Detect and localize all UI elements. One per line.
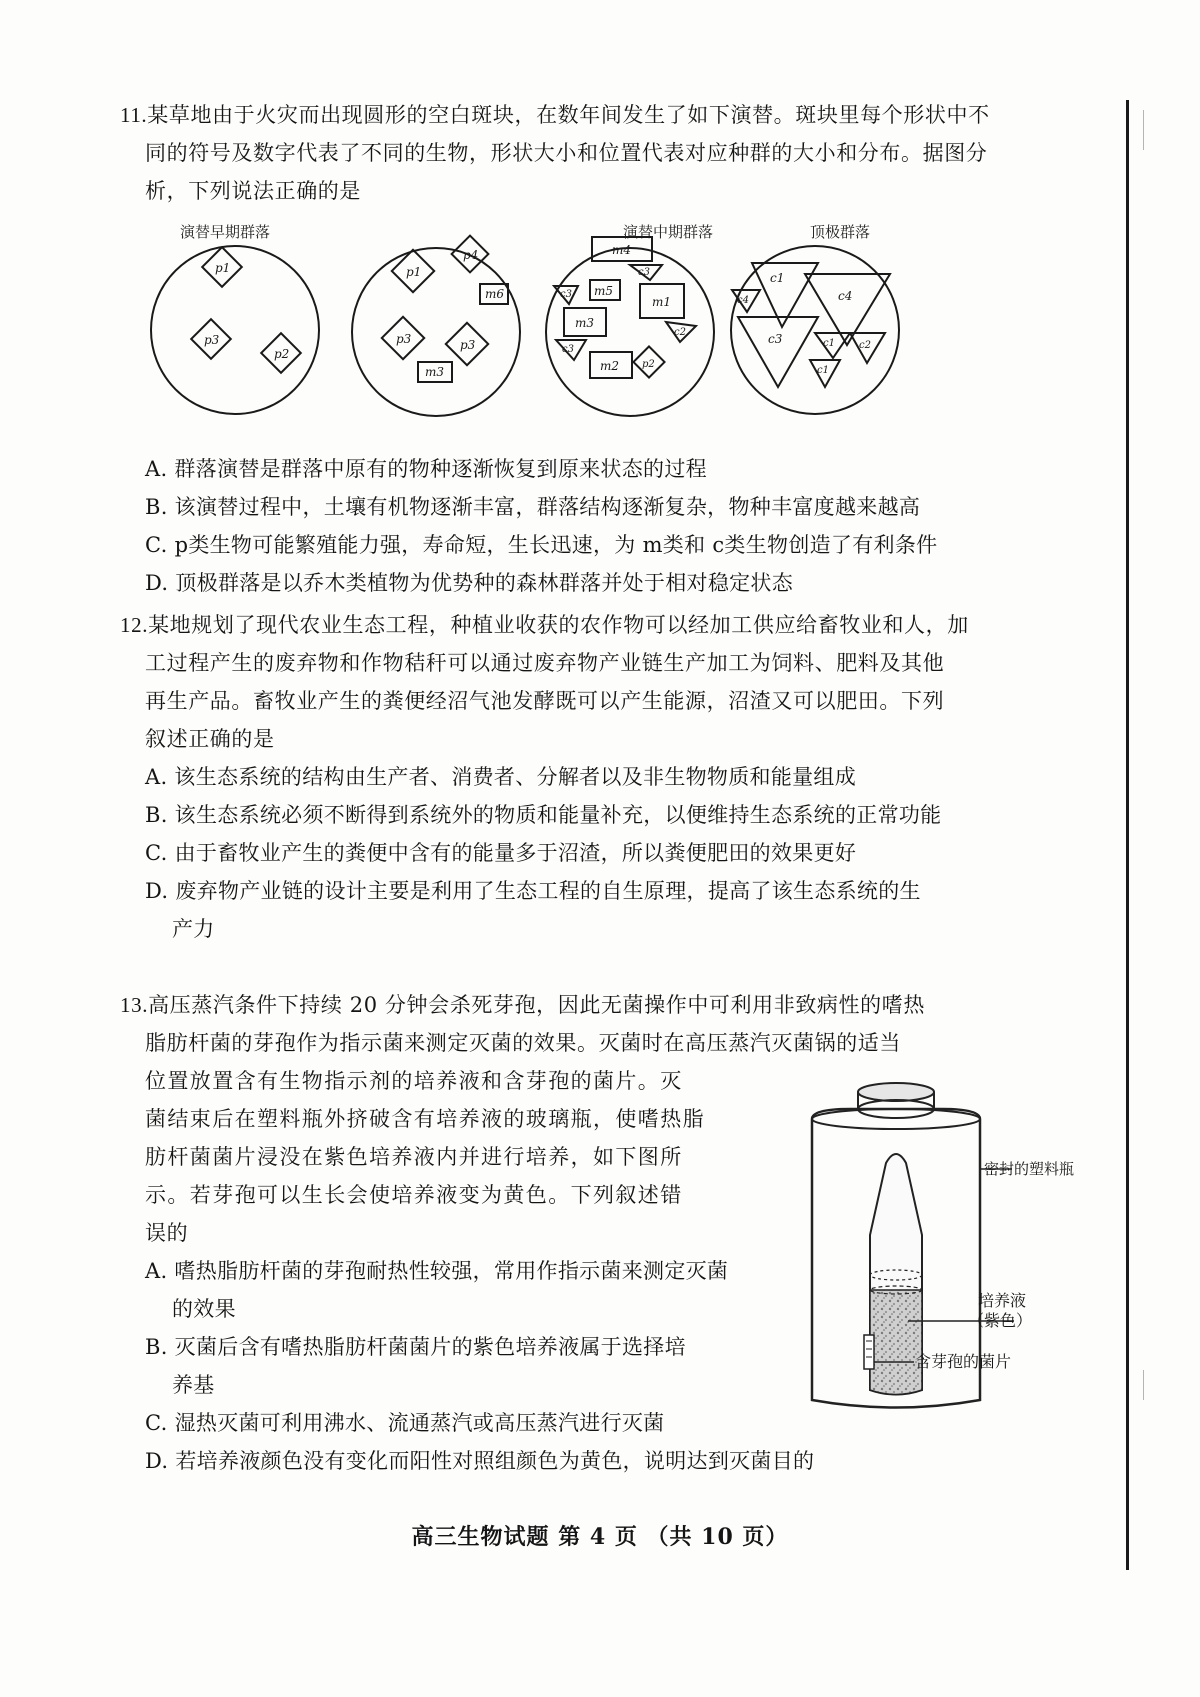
species-label: m5: [594, 284, 614, 298]
label-sealed-bottle: 密封的塑料瓶: [984, 1160, 1075, 1178]
species-label: m1: [652, 295, 672, 309]
species-label: c4: [838, 289, 853, 303]
species-label: c3: [562, 344, 574, 355]
species-label: m6: [485, 287, 505, 301]
label-purple: （紫色）: [968, 1311, 1033, 1330]
option-c: C. p类生物可能繁殖能力强，寿命短，生长迅速，为 m类和 c类生物创造了有利条件: [145, 533, 938, 557]
option-a: A. 嗜热脂肪杆菌的芽孢耐热性较强，常用作指示菌来测定灭菌: [145, 1259, 729, 1283]
species-label: m3: [425, 365, 445, 379]
stem-line: 位置放置含有生物指示剂的培养液和含芽孢的菌片。灭: [145, 1069, 683, 1093]
option-d: D. 若培养液颜色没有变化而阳性对照组颜色为黄色，说明达到灭菌目的: [145, 1449, 815, 1473]
page-footer: 高三生物试题 第 4 页 （共 10 页）: [411, 1524, 789, 1550]
species-label: c1: [770, 271, 785, 285]
stem-line: 误的: [145, 1221, 189, 1245]
question-11-options: [120, 450, 1055, 602]
stem-line: 再生产品。畜牧业产生的粪便经沼气池发酵既可以产生能源，沼渣又可以肥田。下列: [145, 689, 945, 713]
species-label: c1: [817, 365, 829, 376]
label-spore-strip: 含芽孢的菌片: [915, 1352, 1012, 1371]
option-d: D. 顶极群落是以乔木类植物为优势种的森林群落并处于相对稳定状态: [145, 571, 794, 595]
species-label: p2: [642, 359, 655, 370]
question-12-stem: [120, 606, 1055, 758]
binding-margin-line: [1126, 100, 1129, 1570]
species-label: p4: [463, 248, 479, 262]
stem-line: 同的符号及数字代表了不同的生物，形状大小和位置代表对应种群的大小和分布。据图分: [145, 141, 988, 165]
stem-line: 叙述正确的是: [145, 727, 275, 751]
species-label: c3: [560, 289, 572, 300]
question-11-stem: [120, 96, 1055, 210]
option-d: D. 废弃物产业链的设计主要是利用了生态工程的自生原理，提高了该生态系统的生: [145, 879, 921, 903]
option-b: B. 该生态系统必须不断得到系统外的物质和能量补充，以便维持生态系统的正常功能: [145, 803, 942, 827]
option-b: B. 该演替过程中，土壤有机物逐渐丰富，群落结构逐渐复杂，物种丰富度越来越高: [145, 495, 921, 519]
margin-tick-mark: [1143, 110, 1144, 150]
figure-label-early: 演替早期群落: [180, 223, 271, 241]
option-a: A. 群落演替是群落中原有的物种逐渐恢复到原来状态的过程: [145, 457, 707, 481]
question-12: [120, 606, 1055, 948]
stem-line: 肪杆菌菌片浸没在紫色培养液内并进行培养，如下图所: [145, 1145, 683, 1169]
species-label: p3: [460, 338, 476, 352]
species-label: m2: [600, 359, 620, 373]
question-11: [120, 96, 1055, 210]
label-culture-medium: 培养液: [978, 1291, 1027, 1310]
species-label: c3: [768, 332, 783, 346]
option-b: B. 灭菌后含有嗜热脂肪杆菌菌片的紫色培养液属于选择培: [145, 1335, 686, 1359]
species-label: c2: [674, 327, 686, 338]
species-label: c2: [859, 340, 871, 351]
figure-label-mid: 演替中期群落: [623, 223, 714, 241]
species-label: c1: [823, 338, 835, 349]
stem-line: 某地规划了现代农业生态工程，种植业收获的农作物可以经加工供应给畜牧业和人，加: [148, 613, 969, 637]
succession-figure: [150, 210, 970, 430]
question-number: 12.: [120, 613, 149, 637]
stem-line: 高压蒸汽条件下持续 20 分钟会杀死芽孢，因此无菌操作中可利用非致病性的嗜热: [148, 993, 925, 1017]
option-c: C. 由于畜牧业产生的粪便中含有的能量多于沼渣，所以粪便肥田的效果更好: [145, 841, 857, 865]
species-label: m3: [575, 316, 595, 330]
species-triangle: [738, 317, 818, 387]
species-label: p2: [274, 347, 290, 361]
stem-line: 脂肪杆菌的芽孢作为指示菌来测定灭菌的效果。灭菌时在高压蒸汽灭菌锅的适当: [145, 1031, 901, 1055]
species-label: p3: [204, 333, 220, 347]
question-number: 13.: [120, 993, 149, 1017]
stem-line: 示。若芽孢可以生长会使培养液变为黄色。下列叙述错: [145, 1183, 683, 1207]
stem-line: 析，下列说法正确的是: [145, 179, 361, 203]
species-label: p3: [396, 332, 412, 346]
indicator-bottle-figure: [800, 1075, 1075, 1420]
option-d-continuation: 产力: [172, 917, 215, 941]
species-label: m4: [612, 243, 632, 257]
bottle-cap: [858, 1083, 934, 1101]
species-label: p1: [406, 265, 422, 279]
option-c: C. 湿热灭菌可利用沸水、流通蒸汽或高压蒸汽进行灭菌: [145, 1411, 665, 1435]
figure-label-climax: 顶极群落: [810, 223, 871, 241]
species-triangle: [805, 274, 890, 345]
stem-line: 工过程产生的废弃物和作物秸秆可以通过废弃物产业链生产加工为饲料、肥料及其他: [145, 651, 945, 675]
species-label: c3: [638, 267, 650, 278]
stem-line: 菌结束后在塑料瓶外挤破含有培养液的玻璃瓶，使嗜热脂: [145, 1107, 705, 1131]
species-label: p1: [215, 261, 231, 275]
purple-culture-medium: [870, 1290, 922, 1395]
option-b-continuation: 养基: [172, 1373, 215, 1397]
option-a: A. 该生态系统的结构由生产者、消费者、分解者以及非生物物质和能量组成: [145, 765, 857, 789]
patch-circle-second: [352, 248, 520, 416]
question-number: 11.: [120, 103, 148, 127]
option-a-continuation: 的效果: [172, 1297, 236, 1321]
stem-line: 某草地由于火灾而出现圆形的空白斑块，在数年间发生了如下演替。斑块里每个形状中不: [147, 103, 990, 127]
spore-strip: [864, 1335, 874, 1369]
species-label: c4: [737, 295, 749, 306]
patch-circle-early: [151, 246, 319, 414]
margin-tick-mark: [1143, 1370, 1144, 1400]
